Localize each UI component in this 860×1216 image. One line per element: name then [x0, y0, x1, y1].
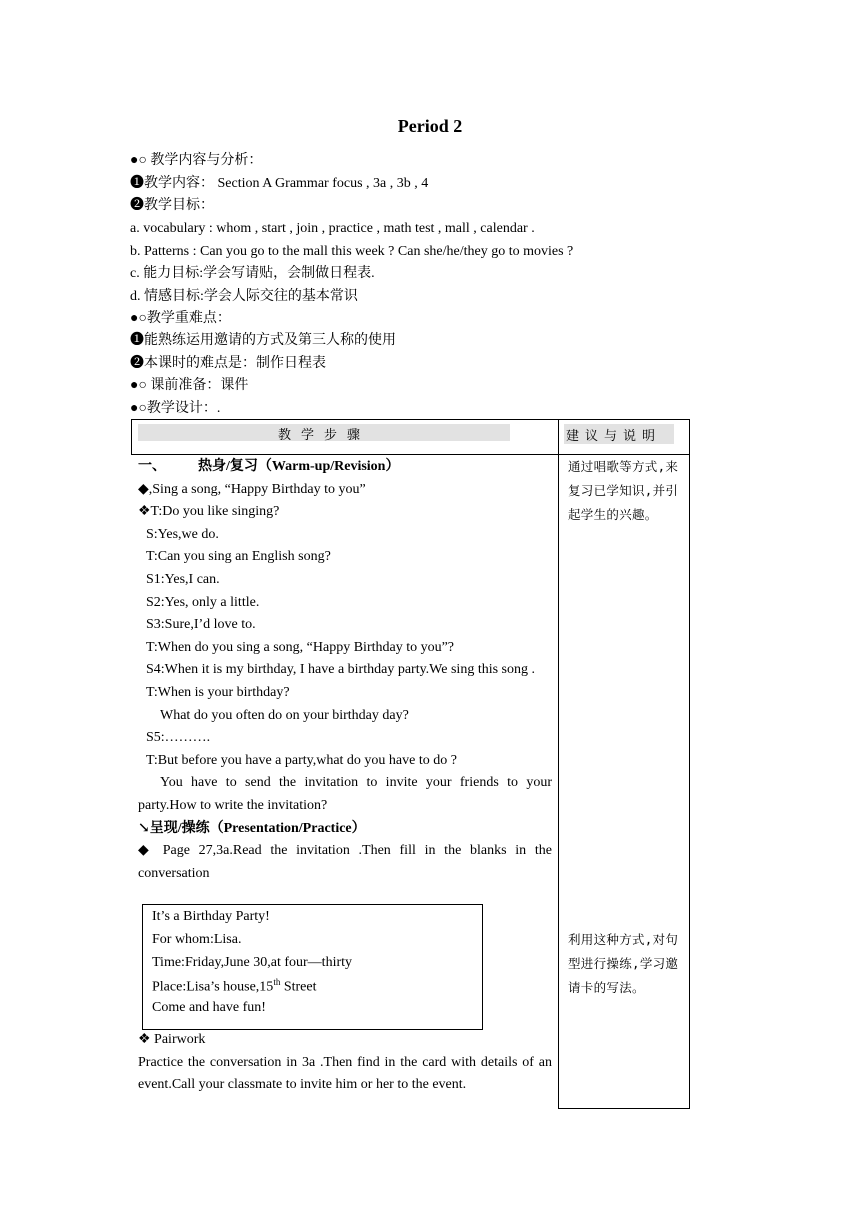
intro-line: b. Patterns : Can you go to the mall this week ? Can she/he/they go to movies ? [130, 244, 574, 259]
table-border [559, 419, 689, 420]
step-line: ◆,Sing a song, “Happy Birthday to you” [138, 481, 366, 497]
note-1: 通过唱歌等方式,来复习已学知识,并引起学生的兴趣。 [568, 459, 679, 522]
step-line: S:Yes,we do. [146, 526, 219, 542]
intro-line: ❶教学内容： Section A Grammar focus , 3a , 3b , 4 [130, 176, 429, 191]
table-border [131, 419, 558, 420]
table-border [558, 1108, 690, 1109]
card-line: Place:Lisa’s house,15th Street [152, 977, 317, 995]
step-line: S2:Yes, only a little. [146, 594, 260, 610]
intro-line: ❷本课时的难点是：制作日程表 [130, 356, 326, 371]
table-header-steps: 教学步骤 [277, 428, 370, 443]
intro-line: ●○教学设计：. [130, 401, 221, 416]
step-line: S4:When it is my birthday, I have a birthday party.We sing this song . [146, 662, 535, 678]
intro-line: ●○教学重难点： [130, 311, 231, 326]
step-line: S5:………. [146, 730, 211, 746]
card-line: Come and have fun! [152, 1000, 266, 1015]
intro-line: d. 情感目标:学会人际交往的基本常识 [130, 289, 358, 304]
table-border [558, 419, 559, 1109]
step-line: T:When do you sing a song, “Happy Birthday to you”? [146, 639, 455, 655]
pairwork-label: ❖ Pairwork [138, 1032, 206, 1047]
step-line: S1:Yes,I can. [146, 571, 220, 587]
card-line: It’s a Birthday Party! [152, 909, 270, 924]
pairwork-section [138, 1029, 552, 1097]
intro-line: c. 能力目标:学会写请贴，会制做日程表. [130, 266, 375, 281]
table-border [689, 419, 690, 1109]
step-line: You have to send the invitation to invite your friends to your party.How to write the invitation? [138, 775, 552, 813]
step-line: What do you often do on your birthday day? [160, 707, 409, 723]
step-line: S3:Sure,I’d love to. [146, 617, 256, 633]
steps-column [138, 456, 552, 885]
step-line: T:When is your birthday? [146, 684, 290, 700]
intro-line: ❶能熟练运用邀请的方式及第三人称的使用 [130, 333, 396, 348]
table-header-notes: 建议与说明 [566, 429, 662, 444]
section-heading: 一、 热身/复习（Warm-up/Revision） [138, 459, 400, 474]
table-border [131, 419, 132, 454]
intro-line: ●○ 课前准备：课件 [130, 378, 249, 393]
card-line: For whom:Lisa. [152, 932, 242, 947]
note-2: 利用这种方式,对句型进行操练,学习邀请卡的写法。 [568, 932, 679, 995]
step-line: ◆ Page 27,3a.Read the invitation .Then fill in the blanks in the conversation [138, 843, 552, 881]
section-heading: ↘呈现/操练（Presentation/Practice） [138, 820, 366, 836]
intro-line: ❷教学目标： [130, 198, 214, 213]
card-line: Time:Friday,June 30,at four—thirty [152, 955, 353, 970]
invitation-card [142, 904, 483, 1030]
step-line: T:But before you have a party,what do you have to do ? [146, 752, 457, 768]
intro-line: a. vocabulary : whom , start , join , practice , math test , mall , calendar . [130, 221, 535, 236]
step-line: T:Can you sing an English song? [146, 549, 331, 565]
page-title: Period 2 [397, 116, 463, 136]
pairwork-text: Practice the conversation in 3a .Then find in the card with details of an event.Call your classmate to invite him or her to the event. [138, 1054, 552, 1093]
step-line: ❖T:Do you like singing? [138, 504, 280, 520]
intro-line: ●○ 教学内容与分析： [130, 153, 263, 168]
